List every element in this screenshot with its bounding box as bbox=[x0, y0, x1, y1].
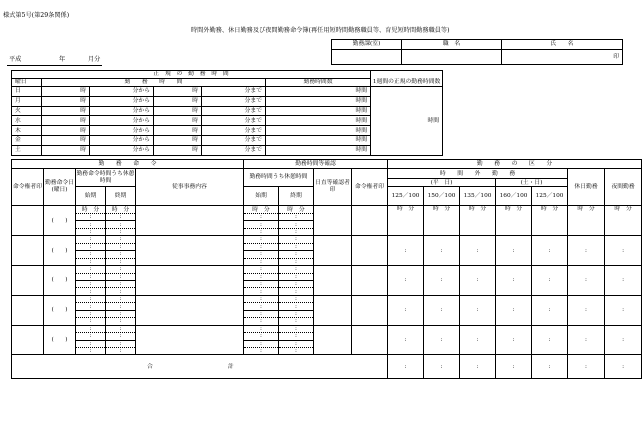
end-time[interactable]: : bbox=[106, 318, 136, 325]
end-time[interactable]: : bbox=[106, 243, 136, 250]
total-row bbox=[12, 355, 642, 379]
work-start-time[interactable]: : bbox=[244, 280, 279, 287]
name-header: 氏 名 bbox=[502, 40, 623, 50]
confirm-seal-cell[interactable] bbox=[352, 236, 388, 266]
task-header: 従事事務内容 bbox=[136, 169, 244, 206]
regular-section-title: 正 規 の 勤 務 時 間 bbox=[12, 71, 371, 79]
start-time[interactable]: : bbox=[76, 273, 106, 280]
end-hour[interactable]: 時 bbox=[154, 116, 202, 126]
date-cell[interactable]: ( ) bbox=[44, 325, 76, 355]
start-minute[interactable]: 分から bbox=[90, 96, 154, 106]
end-hour[interactable]: 時 bbox=[154, 135, 202, 145]
work-start-time[interactable]: : bbox=[244, 243, 279, 250]
night-cell[interactable]: : bbox=[605, 266, 642, 296]
overtime-rate-cell[interactable]: 時 分 bbox=[532, 206, 568, 236]
start-time[interactable]: : bbox=[76, 236, 106, 243]
confirm-seal-cell[interactable] bbox=[352, 266, 388, 296]
end-time[interactable]: : bbox=[106, 221, 136, 228]
period-month: 月分 bbox=[88, 56, 101, 63]
start-hour[interactable]: 時 bbox=[42, 135, 90, 145]
work-end-time[interactable]: : bbox=[279, 310, 314, 317]
start-time[interactable]: : bbox=[76, 266, 106, 273]
work-start-time[interactable]: : bbox=[244, 318, 279, 325]
work-start-time[interactable]: : bbox=[244, 288, 279, 295]
work-start-time[interactable]: : bbox=[244, 266, 279, 273]
end-time[interactable]: : bbox=[106, 280, 136, 287]
end-minute[interactable]: 分まで bbox=[202, 106, 266, 116]
end-time[interactable]: : bbox=[106, 348, 136, 355]
period-year: 年 bbox=[59, 56, 66, 63]
work-end-time[interactable]: : bbox=[279, 273, 314, 280]
work-end-time[interactable]: : bbox=[279, 325, 314, 332]
confirm-section-title: 勤務時間等確認 bbox=[244, 160, 388, 169]
end-time[interactable]: : bbox=[106, 325, 136, 332]
confirmer-seal-cell[interactable] bbox=[314, 295, 352, 325]
overtime-rate-cell[interactable]: : bbox=[532, 295, 568, 325]
overtime-rate-cell[interactable]: : bbox=[496, 236, 532, 266]
overtime-rate-cell[interactable]: 時 分 bbox=[388, 206, 424, 236]
work-start-time[interactable]: : bbox=[244, 236, 279, 243]
end-time[interactable]: : bbox=[106, 333, 136, 340]
regular-day: 金 bbox=[12, 135, 42, 145]
start-time[interactable]: : bbox=[76, 258, 106, 265]
work-start-time[interactable]: : bbox=[244, 310, 279, 317]
total-label: 合 bbox=[147, 363, 153, 370]
rate-header: 125／100 bbox=[388, 187, 424, 206]
start-minute[interactable]: 分から bbox=[90, 106, 154, 116]
work-start-unit: 時 分 bbox=[244, 206, 279, 213]
start-time[interactable]: : bbox=[76, 221, 106, 228]
hours-value[interactable]: 時間 bbox=[266, 96, 371, 106]
end-minute[interactable]: 分まで bbox=[202, 87, 266, 97]
overtime-rate-cell[interactable]: : bbox=[460, 266, 496, 296]
overtime-rate-cell[interactable]: : bbox=[388, 266, 424, 296]
end-time[interactable]: : bbox=[106, 251, 136, 258]
start-time[interactable]: : bbox=[76, 340, 106, 347]
end-minute[interactable]: 分まで bbox=[202, 145, 266, 155]
work-end-time[interactable]: : bbox=[279, 318, 314, 325]
work-end-time[interactable]: : bbox=[279, 228, 314, 235]
work-end-time[interactable]: : bbox=[279, 251, 314, 258]
end-hour[interactable]: 時 bbox=[154, 145, 202, 155]
hours-value[interactable]: 時間 bbox=[266, 135, 371, 145]
hours-value[interactable]: 時間 bbox=[266, 145, 371, 155]
work-start-time[interactable]: : bbox=[244, 213, 279, 220]
holiday-cell[interactable]: : bbox=[568, 266, 605, 296]
task-cell[interactable] bbox=[136, 236, 244, 266]
holiday-cell[interactable]: 時 分 bbox=[568, 206, 605, 236]
period-underline bbox=[7, 65, 102, 66]
overtime-rate-cell[interactable]: : bbox=[460, 236, 496, 266]
start-time[interactable]: : bbox=[76, 303, 106, 310]
hours-value[interactable]: 時間 bbox=[266, 116, 371, 126]
hours-value[interactable]: 時間 bbox=[266, 87, 371, 97]
weekend-header: (土・日) bbox=[496, 178, 568, 186]
start-time[interactable]: : bbox=[76, 288, 106, 295]
confirmer-seal-cell[interactable] bbox=[314, 325, 352, 355]
work-start-time[interactable]: : bbox=[244, 303, 279, 310]
start-unit: 時 分 bbox=[76, 206, 106, 213]
order-row bbox=[12, 236, 642, 243]
end-time[interactable]: : bbox=[106, 310, 136, 317]
regular-day: 土 bbox=[12, 145, 42, 155]
start-minute[interactable]: 分から bbox=[90, 116, 154, 126]
start-header: 始期 bbox=[76, 187, 106, 206]
end-minute[interactable]: 分まで bbox=[202, 135, 266, 145]
total-label-cell bbox=[12, 355, 388, 379]
work-end-time[interactable]: : bbox=[279, 348, 314, 355]
weekly-hours-value[interactable]: 時間 bbox=[371, 87, 443, 156]
order-row bbox=[12, 206, 642, 213]
col-hours: 勤務時間数 bbox=[266, 79, 371, 87]
orderer-seal-cell[interactable] bbox=[12, 206, 44, 236]
work-end-time[interactable]: : bbox=[279, 213, 314, 220]
start-minute[interactable]: 分から bbox=[90, 135, 154, 145]
work-end-time[interactable]: : bbox=[279, 280, 314, 287]
start-time[interactable]: : bbox=[76, 333, 106, 340]
end-time[interactable]: : bbox=[106, 228, 136, 235]
work-end-time[interactable]: : bbox=[279, 266, 314, 273]
work-start-time[interactable]: : bbox=[244, 295, 279, 302]
start-hour[interactable]: 時 bbox=[42, 116, 90, 126]
overtime-rate-cell[interactable]: : bbox=[496, 295, 532, 325]
start-time[interactable]: : bbox=[76, 310, 106, 317]
regular-row bbox=[12, 87, 443, 97]
form-id: 様式第5号(第29条関係) bbox=[3, 12, 70, 19]
total-label-2: 計 bbox=[227, 363, 234, 370]
holiday-cell[interactable]: : bbox=[568, 295, 605, 325]
total-overtime-cell[interactable]: : bbox=[532, 355, 568, 379]
end-time[interactable]: : bbox=[106, 273, 136, 280]
work-end-time[interactable]: : bbox=[279, 333, 314, 340]
end-time[interactable]: : bbox=[106, 340, 136, 347]
start-minute[interactable]: 分から bbox=[90, 87, 154, 97]
rate-header: 125／100 bbox=[532, 187, 568, 206]
weekly-title: 1週間の正規の勤務時間数 bbox=[371, 71, 443, 87]
work-end-time[interactable]: : bbox=[279, 303, 314, 310]
work-start-time[interactable]: : bbox=[244, 325, 279, 332]
overtime-rate-cell[interactable]: 時 分 bbox=[424, 206, 460, 236]
confirmer-header: 日直等確認者印 bbox=[314, 169, 352, 206]
total-overtime-cell[interactable]: : bbox=[496, 355, 532, 379]
start-time[interactable]: : bbox=[76, 295, 106, 302]
end-minute[interactable]: 分まで bbox=[202, 96, 266, 106]
work-start-time[interactable]: : bbox=[244, 340, 279, 347]
work-end-time[interactable]: : bbox=[279, 236, 314, 243]
work-start-time[interactable]: : bbox=[244, 251, 279, 258]
overtime-rate-cell[interactable]: 時 分 bbox=[496, 206, 532, 236]
start-hour[interactable]: 時 bbox=[42, 106, 90, 116]
date-cell[interactable]: ( ) bbox=[44, 206, 76, 236]
overtime-rate-cell[interactable]: 時 分 bbox=[460, 206, 496, 236]
overtime-rate-cell[interactable]: : bbox=[424, 295, 460, 325]
work-end-time[interactable]: : bbox=[279, 295, 314, 302]
end-hour[interactable]: 時 bbox=[154, 106, 202, 116]
end-hour[interactable]: 時 bbox=[154, 96, 202, 106]
end-time[interactable]: : bbox=[106, 295, 136, 302]
overtime-rate-cell[interactable]: : bbox=[424, 325, 460, 355]
class-section-title: 勤 務 の 区 分 bbox=[388, 160, 642, 169]
end-minute[interactable]: 分まで bbox=[202, 116, 266, 126]
work-end-time[interactable]: : bbox=[279, 243, 314, 250]
end-time[interactable]: : bbox=[106, 303, 136, 310]
position-header: 職 名 bbox=[402, 40, 502, 50]
start-time[interactable]: : bbox=[76, 213, 106, 220]
confirm-seal-cell[interactable] bbox=[352, 206, 388, 236]
name-seal: 印 bbox=[502, 50, 623, 65]
work-end-time[interactable]: : bbox=[279, 340, 314, 347]
regular-day: 日 bbox=[12, 87, 42, 97]
orderer-seal-cell[interactable] bbox=[12, 266, 44, 296]
start-time[interactable]: : bbox=[76, 251, 106, 258]
start-minute[interactable]: 分から bbox=[90, 145, 154, 155]
weekday-header: (平 日) bbox=[388, 178, 496, 186]
holiday-cell[interactable]: : bbox=[568, 236, 605, 266]
rate-header: 160／100 bbox=[496, 187, 532, 206]
start-hour[interactable]: 時 bbox=[42, 96, 90, 106]
orderer-seal-cell[interactable] bbox=[12, 236, 44, 266]
night-cell[interactable]: : bbox=[605, 295, 642, 325]
col-day: 曜日 bbox=[12, 79, 42, 87]
overtime-rate-cell[interactable]: : bbox=[460, 295, 496, 325]
regular-hours-table bbox=[11, 70, 443, 156]
total-overtime-cell[interactable]: : bbox=[460, 355, 496, 379]
hours-value[interactable]: 時間 bbox=[266, 106, 371, 116]
overtime-rate-cell[interactable]: : bbox=[496, 325, 532, 355]
work-end-unit: 時 分 bbox=[279, 206, 314, 213]
rate-header: 135／100 bbox=[460, 187, 496, 206]
end-time[interactable]: : bbox=[106, 213, 136, 220]
overtime-rate-cell[interactable]: : bbox=[532, 236, 568, 266]
start-time[interactable]: : bbox=[76, 325, 106, 332]
work-start-time[interactable]: : bbox=[244, 273, 279, 280]
end-header: 終期 bbox=[106, 187, 136, 206]
start-hour[interactable]: 時 bbox=[42, 87, 90, 97]
night-cell[interactable]: : bbox=[605, 325, 642, 355]
hours-value[interactable]: 時間 bbox=[266, 126, 371, 136]
end-minute[interactable]: 分まで bbox=[202, 126, 266, 136]
work-start-time[interactable]: : bbox=[244, 258, 279, 265]
overtime-rate-cell[interactable]: : bbox=[424, 266, 460, 296]
overtime-rate-cell[interactable]: : bbox=[532, 266, 568, 296]
overtime-rate-cell[interactable]: : bbox=[460, 325, 496, 355]
form-title: 時間外勤務、休日勤務及び夜間勤務命令簿(再任用短時間勤務職員等、育児短時間勤務職員等) bbox=[191, 27, 450, 34]
night-header: 夜間勤務 bbox=[605, 169, 642, 206]
confirm-seal-cell[interactable] bbox=[352, 295, 388, 325]
work-start-time[interactable]: : bbox=[244, 348, 279, 355]
confirmer-seal-cell[interactable] bbox=[314, 206, 352, 236]
confirmer-seal-cell[interactable] bbox=[314, 236, 352, 266]
dept-header: 勤務課(室) bbox=[332, 40, 402, 50]
period-era: 平成 bbox=[9, 56, 22, 63]
regular-day: 月 bbox=[12, 96, 42, 106]
work-end-time[interactable]: : bbox=[279, 288, 314, 295]
order-section-title: 勤 務 命 令 bbox=[12, 160, 244, 169]
regular-day: 火 bbox=[12, 106, 42, 116]
night-cell[interactable]: : bbox=[605, 236, 642, 266]
order-time-header: 勤務命令時間うち休憩時間 bbox=[76, 169, 136, 187]
overtime-header: 時 間 外 勤 務 bbox=[388, 169, 568, 178]
dept-cell[interactable] bbox=[332, 50, 402, 65]
date-cell[interactable]: ( ) bbox=[44, 266, 76, 296]
position-cell[interactable] bbox=[402, 50, 502, 65]
overtime-rate-cell[interactable]: : bbox=[388, 325, 424, 355]
work-end-time[interactable]: : bbox=[279, 258, 314, 265]
overtime-rate-cell[interactable]: : bbox=[496, 266, 532, 296]
task-cell[interactable] bbox=[136, 325, 244, 355]
total-overtime-cell[interactable]: : bbox=[424, 355, 460, 379]
work-start-time[interactable]: : bbox=[244, 333, 279, 340]
end-hour[interactable]: 時 bbox=[154, 87, 202, 97]
order-table bbox=[11, 159, 642, 379]
date-cell[interactable]: ( ) bbox=[44, 236, 76, 266]
start-time[interactable]: : bbox=[76, 243, 106, 250]
start-time[interactable]: : bbox=[76, 228, 106, 235]
task-cell[interactable] bbox=[136, 295, 244, 325]
start-time[interactable]: : bbox=[76, 348, 106, 355]
work-start-header: 始期 bbox=[244, 187, 279, 206]
overtime-rate-cell[interactable]: : bbox=[532, 325, 568, 355]
end-time[interactable]: : bbox=[106, 288, 136, 295]
start-time[interactable]: : bbox=[76, 280, 106, 287]
total-night-cell[interactable]: : bbox=[605, 355, 642, 379]
start-time[interactable]: : bbox=[76, 318, 106, 325]
task-cell[interactable] bbox=[136, 206, 244, 236]
start-hour[interactable]: 時 bbox=[42, 145, 90, 155]
total-overtime-cell[interactable]: : bbox=[388, 355, 424, 379]
work-start-time[interactable]: : bbox=[244, 221, 279, 228]
regular-day: 水 bbox=[12, 116, 42, 126]
confirm-seal-cell[interactable] bbox=[352, 325, 388, 355]
work-end-header: 終期 bbox=[279, 187, 314, 206]
rate-header: 150／100 bbox=[424, 187, 460, 206]
total-holiday-cell[interactable]: : bbox=[568, 355, 605, 379]
night-cell[interactable]: 時 分 bbox=[605, 206, 642, 236]
overtime-rate-cell[interactable]: : bbox=[424, 236, 460, 266]
confirmer-seal-cell[interactable] bbox=[314, 266, 352, 296]
end-time[interactable]: : bbox=[106, 258, 136, 265]
overtime-rate-cell[interactable]: : bbox=[388, 236, 424, 266]
work-time-header: 勤務時間うち休憩時間 bbox=[244, 169, 314, 187]
holiday-header: 休日勤務 bbox=[568, 169, 605, 206]
start-hour[interactable]: 時 bbox=[42, 126, 90, 136]
date-header: 勤務命令日(曜日) bbox=[44, 169, 76, 206]
order-row bbox=[12, 325, 642, 332]
task-cell[interactable] bbox=[136, 266, 244, 296]
order-row bbox=[12, 295, 642, 302]
end-hour[interactable]: 時 bbox=[154, 126, 202, 136]
regular-day: 木 bbox=[12, 126, 42, 136]
end-time[interactable]: : bbox=[106, 266, 136, 273]
holiday-cell[interactable]: : bbox=[568, 325, 605, 355]
orderer-seal-cell[interactable] bbox=[12, 295, 44, 325]
approval-box bbox=[331, 39, 623, 65]
date-cell[interactable]: ( ) bbox=[44, 295, 76, 325]
work-start-time[interactable]: : bbox=[244, 228, 279, 235]
overtime-rate-cell[interactable]: : bbox=[388, 295, 424, 325]
start-minute[interactable]: 分から bbox=[90, 126, 154, 136]
orderer-seal-cell[interactable] bbox=[12, 325, 44, 355]
work-end-time[interactable]: : bbox=[279, 221, 314, 228]
end-time[interactable]: : bbox=[106, 236, 136, 243]
end-unit: 時 分 bbox=[106, 206, 136, 213]
orderer-header: 命令権者印 bbox=[12, 169, 44, 206]
order-row bbox=[12, 266, 642, 273]
col-time: 勤 務 時 間 bbox=[42, 79, 266, 87]
confirm-seal-header: 命令権者印 bbox=[352, 169, 388, 206]
